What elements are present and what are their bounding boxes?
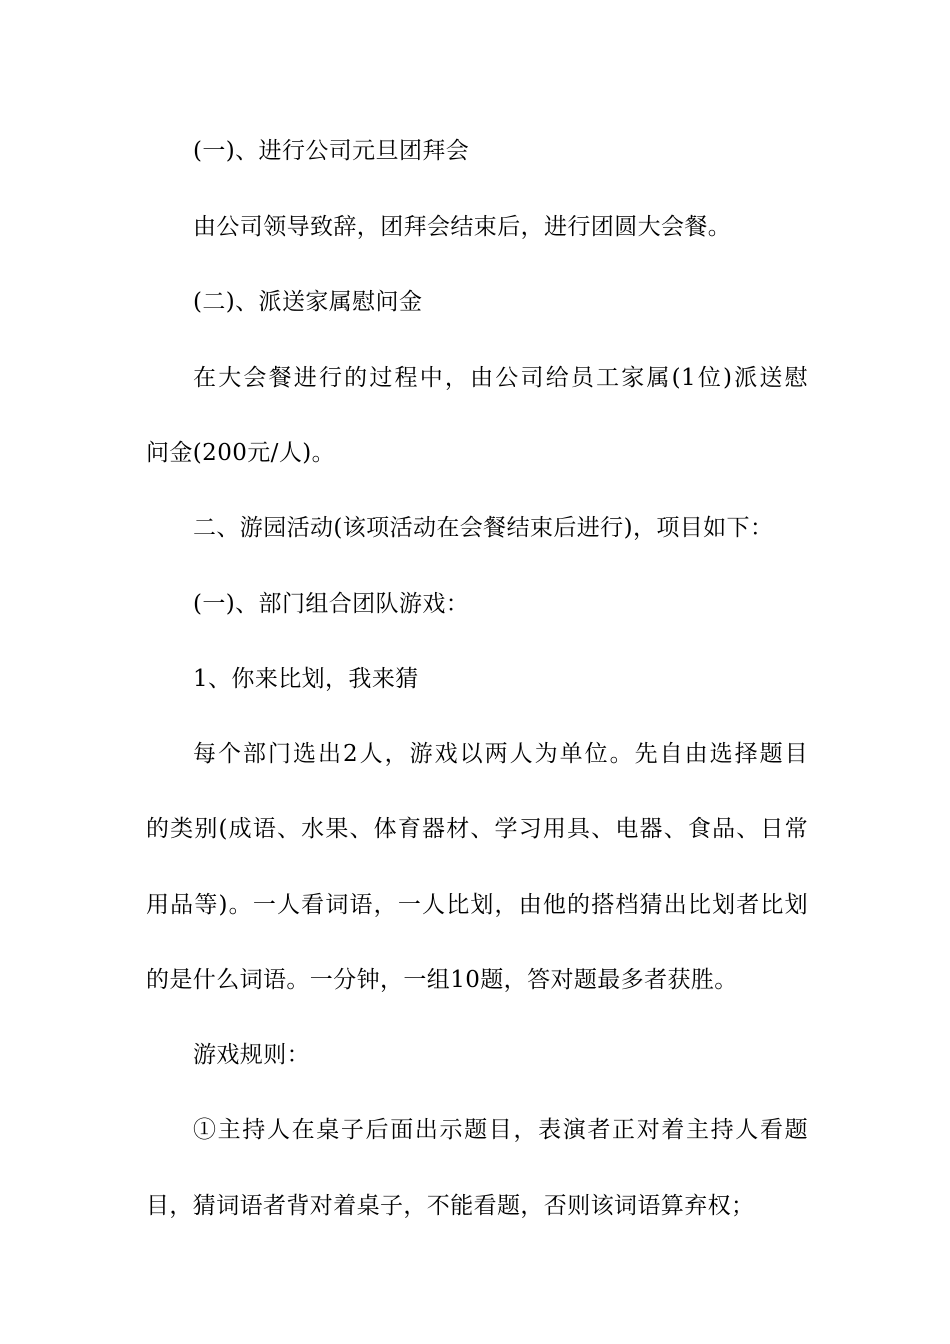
- section-heading: 二、游园活动(该项活动在会餐结束后进行)，项目如下：: [193, 515, 774, 541]
- section-heading: (一)、部门组合团队游戏：: [193, 591, 470, 617]
- item-heading: 1、你来比划，我来猜: [193, 666, 419, 692]
- section-heading: (一)、进行公司元旦团拜会: [193, 138, 470, 164]
- paragraph-line: 由公司领导致辞，团拜会结束后，进行团圆大会餐。: [193, 214, 732, 240]
- paragraph-line: 用品等)。一人看词语，一人比划，由他的搭档猜出比划者比划: [146, 892, 808, 918]
- paragraph-line: 问金(200元/人)。: [146, 440, 335, 466]
- paragraph-line: 每个部门选出2人，游戏以两人为单位。先自由选择题目: [193, 741, 808, 767]
- paragraph-line: 的是什么词语。一分钟，一组10题，答对题最多者获胜。: [146, 967, 738, 993]
- rules-heading: 游戏规则：: [193, 1042, 310, 1068]
- paragraph-line: 的类别(成语、水果、体育器材、学习用具、电器、食品、日常: [146, 816, 808, 842]
- paragraph-line: 在大会餐进行的过程中，由公司给员工家属(1位)派送慰: [193, 365, 808, 391]
- paragraph-line: 目，猜词语者背对着桌子，不能看题，否则该词语算弃权；: [146, 1193, 755, 1219]
- paragraph-line: ①主持人在桌子后面出示题目，表演者正对着主持人看题: [193, 1117, 808, 1143]
- section-heading: (二)、派送家属慰问金: [193, 289, 423, 315]
